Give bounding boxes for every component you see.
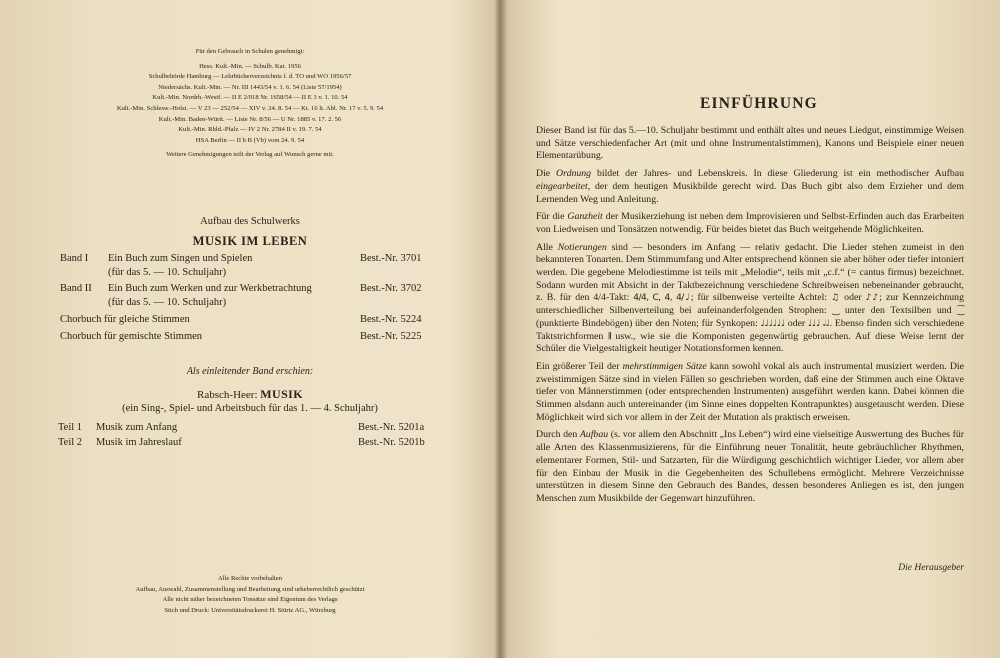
part-label: Teil 2	[58, 437, 83, 448]
rabsch-subtitle: (ein Sing-, Spiel- und Arbeitsbuch für das 1. — 4. Schuljahr)	[122, 403, 378, 414]
text: Alle	[536, 241, 558, 253]
band-label: Band II	[60, 283, 92, 294]
emphasis: mehrstimmigen Sätze	[622, 360, 707, 372]
paragraph: Dieser Band ist für das 5.—10. Schuljahr bestimmt und enthält altes und neues Liedgut, einstimmige Weisen und Sätze verschiedenfacher Art (mit und ohne Instrumentalstimmen), Kanons und Beispiele einer neuen Elementarübung.	[536, 125, 964, 162]
emphasis: Ganzheit	[567, 211, 603, 223]
text: kann sowohl vokal als auch instrumental musiziert werden. Die zweistimmigen Sätze sind in vielen Fällen so geschrieben worden, daß eine der Stimmen auch eine Oktave tiefer von Männerstimmen (oder entsprechenden Instrumenten) ausgeführt werden kann. Dabei können die Stimmen alsdann auch untereinander (im Sinne eines doppelten Kontrapunktes) ausgetauscht werden. Diese Möglichkeit wird sich vor allem in der Zeit der Mutation als praktisch erweisen.	[536, 360, 964, 423]
order-number: Best.-Nr. 3702	[360, 283, 422, 294]
text: ; zur Kennzeichnung unterschiedlicher Silbenverteilung bei aufeinanderfolgenden Strophen:	[536, 292, 964, 317]
emphasis: Notierungen	[557, 241, 607, 253]
text: (punktierte Bindebögen) über den Noten; für Synkopen:	[536, 317, 761, 329]
rabsch-title: MUSIK	[260, 387, 303, 401]
text: (s. vor allem den Abschnitt „Ins Leben“) wird eine vielseitige Auswertung des Buches für alle Arten des Klassenmusizierens, für die Einführung neuer Tonalität, heute gebräuchlicher Rhythmen, elementarer Formen, Stil- und Satzarten, für die Würdigung geschichtlich wichtiger Lieder, vor allem aber für den Einbau der Musik in die Gegebenheiten des Schullebens ermöglicht. Mehrere Verzeichnisse unterstützen in diesem Sinne den Gebrauch des Bandes, dessen besonderes Anliegen es ist, den jungen Menschen zum Musikbilde der Gegenwart hinzuführen.	[536, 429, 964, 504]
page-title: EINFÜHRUNG	[700, 95, 818, 112]
text: bildet der Jahres- und Lebenskreis. In diese Gliederung ist ein methodischer Aufbau	[591, 168, 964, 180]
barlines-icon: 𝄁𝄂	[608, 331, 611, 342]
paragraph	[536, 242, 964, 356]
intro-note: Als einleitender Band erschien:	[186, 366, 314, 377]
order-number: Best.-Nr. 5224	[360, 314, 422, 325]
flagged-eighths-icon: ♪♪	[865, 293, 880, 304]
slur-icon: ‿	[832, 306, 840, 317]
rights-line: Alle nicht näher bezeichneten Tonsätze sind Eigentum des Verlags	[162, 596, 338, 604]
order-number: Best.-Nr. 5201a	[358, 422, 425, 433]
order-number: Best.-Nr. 5225	[360, 331, 422, 342]
approvals-footer: Weitere Genehmigungen teilt der Verlag auf Wunsch gerne mit.	[166, 151, 334, 159]
rights-line: Aufbau, Auswahl, Zusammenstellung und Bearbeitung sind urheberrechtlich geschützt	[135, 585, 365, 593]
paragraph	[536, 429, 964, 505]
text: oder	[785, 317, 808, 329]
text: oder	[840, 292, 866, 304]
text: , der dem heutigen Musikbilde gerecht wird. Das Buch gibt also dem Erzieher und dem Lernenden Weg und Anleitung.	[536, 180, 964, 205]
introduction-text	[536, 125, 964, 511]
text: sind — besonders im Anfang — relativ gedacht. Die Lieder stehen zumeist in den bekannteren Tonarten. Dem Stimmumfang und Alter entsprechend können sie aber höher oder tiefer intoniert werden. Die gegebene Melodiestimme ist teils mit „Melodie“, teils mit „c.f.“ (= cantus firmus) bezeichnet. Sodann wurden mit Absicht in der Taktbezeichnung verschiedene Schreibweisen nebeneinander gebraucht, z. B. für den	[536, 241, 964, 304]
right-page	[504, 0, 1000, 658]
dotted-slur-icon: ⁐	[957, 306, 964, 317]
text: Die	[536, 168, 557, 180]
emphasis: eingearbeitet	[536, 180, 588, 192]
signature: Die Herausgeber	[898, 563, 964, 573]
band-subtitle: (für das 5. — 10. Schuljahr)	[108, 267, 227, 278]
order-number: Best.-Nr. 5201b	[358, 437, 425, 448]
series-intro: Aufbau des Schulwerks	[200, 216, 300, 227]
text: ; für silbenweise verteilte Achtel:	[690, 292, 832, 304]
approval-line: Kult.-Min. Baden-Württ. — Liste Nr. 8/56 — U Nr. 1885 v. 17. 2. 56	[158, 115, 342, 123]
series-title: MUSIK IM LEBEN	[192, 234, 308, 248]
approval-line: HSA Berlin — II b B (Vb) vom 24. 9. 54	[195, 136, 305, 144]
beamed-eighths-icon: ♫	[831, 293, 841, 304]
rabsch-title-line	[60, 387, 440, 402]
order-number: Best.-Nr. 3701	[360, 253, 422, 264]
rights-notice	[60, 574, 440, 616]
text: der Musikerziehung ist neben dem Improvisieren und Selbst-Erfinden auch das Erarbeiten von Liedweisen und Tonsätzen notwendig. Für beides bietet das Buch weitgehende Möglichkeiten.	[536, 211, 964, 235]
band-title: Ein Buch zum Werken und zur Werkbetrachtung	[108, 283, 312, 294]
rabsch-author: Rabsch-Heer:	[197, 389, 258, 401]
paragraph	[536, 168, 964, 206]
approval-line: Kult.-Min. Rhld.-Pfalz — IV 2 Nr. 2784 II v. 19. 7. 54	[178, 126, 322, 134]
band-label: Band I	[60, 253, 89, 264]
approval-line: Schulbehörde Hamburg — Lehrbücherverzeichnis f. d. TO und WO 1956/57	[148, 73, 352, 81]
text: -Takt:	[605, 292, 630, 304]
band-title: Chorbuch für gleiche Stimmen	[60, 314, 190, 325]
band-subtitle: (für das 5. — 10. Schuljahr)	[108, 297, 227, 308]
approval-line: Kult.-Min. Nordrh.-Westf. — II E 2/018 Nr. 1658/54 — II E 3 v. 1. 10. 54	[152, 94, 348, 102]
text: unter den Textsilben und	[839, 305, 958, 317]
emphasis: Ordnung	[556, 168, 592, 180]
syncope-notation: ♩♩♩♩♩♩	[760, 318, 786, 329]
paragraph	[536, 361, 964, 425]
syncope-notation: ♩♩♩ 𝅗𝅥♩	[807, 318, 830, 329]
part-title: Musik im Jahreslauf	[96, 437, 182, 448]
text: Für die	[536, 211, 568, 223]
rights-line: Alle Rechte vorbehalten	[217, 575, 283, 582]
paragraph	[536, 211, 964, 236]
approvals-heading: Für den Gebrauch in Schulen genehmigt:	[195, 48, 305, 55]
text: Ein größerer Teil der	[536, 360, 623, 372]
part-title: Musik zum Anfang	[96, 422, 178, 433]
rights-line: Stich und Druck: Universitätsdruckerei H. Stürtz AG., Würzburg	[164, 606, 336, 614]
approval-line: Niedersächs. Kult.-Min. — Nr. III 1443/54 v. 1. 6. 54 (Liste 57/1954)	[158, 83, 342, 91]
text: Durch den	[536, 429, 580, 441]
band-title: Ein Buch zum Singen und Spielen	[108, 253, 253, 264]
emphasis: Aufbau	[579, 429, 609, 441]
band-title: Chorbuch für gemischte Stimmen	[60, 331, 203, 342]
approval-line: Kult.-Min. Schlesw.-Holst. — V 23 — 252/54 — XIV v. 24. 8. 54 — Kt. 16 lt. Abl. Nr. 17 v. 5. 9. 54	[116, 104, 384, 112]
school-approvals	[60, 47, 440, 161]
text: . Ebenso finden sich verschiedene Taktstrichformen	[536, 317, 964, 342]
approval-line: Hess. Kult.-Min. — Schulb. Kat. 1956	[199, 62, 301, 70]
time-signature: 4/4	[593, 292, 606, 304]
text: usw., wie sie die Komponisten gegenwärtig gebrauchen. Auf diese Weise lernt der Schüler die Vielgestaltigkeit heutiger Notationsformen kennen.	[536, 330, 964, 355]
time-signatures-notation: 4/4, C, 4, 4/♩	[633, 293, 691, 304]
part-label: Teil 1	[58, 422, 83, 433]
